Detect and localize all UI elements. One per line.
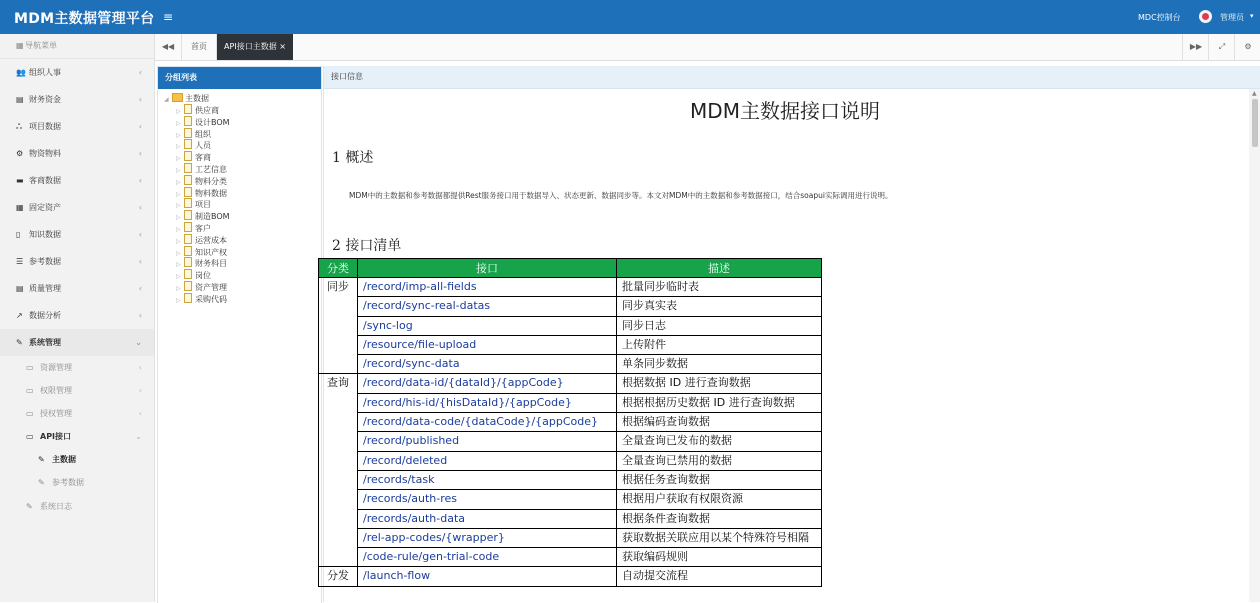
table-row <box>319 355 822 374</box>
caret-right-icon[interactable]: ▷ <box>176 143 181 151</box>
file-icon <box>184 234 192 244</box>
description-cell: 上传附件 <box>617 335 822 354</box>
tree-node-label: 物料数据 <box>195 188 227 198</box>
chevron-down-icon[interactable]: ▾ <box>1250 12 1254 20</box>
tree-node[interactable] <box>164 269 321 281</box>
sidebar-leaf-1[interactable] <box>0 448 154 471</box>
section-heading-api-list: 2 接口清单 <box>332 238 402 254</box>
description-cell: 自动提交流程 <box>617 567 822 586</box>
chevron-left-icon: ‹ <box>138 363 142 372</box>
folder-icon: ▭ <box>26 409 34 418</box>
interface-info-title: 接口信息 <box>324 66 1260 89</box>
sidebar-item-label: 组织人事 <box>29 68 61 77</box>
path-cell: /record/data-id/{dataId}/{appCode} <box>358 374 617 393</box>
wrench-icon: ✎ <box>16 338 23 347</box>
file-icon <box>184 175 192 185</box>
chevron-left-icon: ‹ <box>138 257 142 266</box>
caret-down-icon[interactable]: ◢ <box>164 96 169 103</box>
tree-node-label: 工艺信息 <box>195 164 227 174</box>
tab-prev-icon[interactable]: ◀◀ <box>155 34 182 60</box>
description-cell: 全量查询已禁用的数据 <box>617 451 822 470</box>
scroll-up-icon[interactable]: ▲ <box>1252 90 1257 97</box>
tree-node-label: 组织 <box>195 129 211 139</box>
tree-node[interactable] <box>164 246 321 258</box>
table-row <box>319 509 822 528</box>
tree-node[interactable] <box>164 175 321 187</box>
description-cell: 根据根据历史数据 ID 进行查询数据 <box>617 393 822 412</box>
file-icon <box>184 139 192 149</box>
file-icon <box>184 151 192 161</box>
sidebar-item-8[interactable] <box>0 248 154 275</box>
file-icon <box>184 257 192 267</box>
file-icon <box>184 281 192 291</box>
grid-icon: ▦ <box>16 41 24 50</box>
folder-icon: ▭ <box>26 386 34 395</box>
close-icon[interactable]: × <box>279 42 286 51</box>
chevron-down-icon: ⌄ <box>135 338 142 347</box>
path-cell: /sync-log <box>358 316 617 335</box>
table-header-description: 描述 <box>617 259 822 278</box>
path-cell: /resource/file-upload <box>358 335 617 354</box>
chart-icon: ↗ <box>16 311 23 320</box>
file-icon <box>184 187 192 197</box>
tree-node[interactable] <box>164 281 321 293</box>
caret-right-icon[interactable]: ▷ <box>176 202 181 210</box>
table-row <box>319 451 822 470</box>
caret-right-icon[interactable]: ▷ <box>176 119 181 127</box>
user-menu[interactable]: 管理员 <box>1220 13 1244 22</box>
table-row <box>319 528 822 547</box>
sidebar-item-10[interactable] <box>0 302 154 329</box>
description-cell: 批量同步临时表 <box>617 278 822 297</box>
table-header-category: 分类 <box>319 259 358 278</box>
scrollbar[interactable] <box>1249 89 1260 602</box>
caret-right-icon[interactable]: ▷ <box>176 190 181 198</box>
file-icon <box>184 293 192 303</box>
table-row <box>319 470 822 489</box>
description-cell: 同步日志 <box>617 316 822 335</box>
table-row <box>319 413 822 432</box>
description-cell: 同步真实表 <box>617 297 822 316</box>
top-header <box>0 0 1260 34</box>
sidebar-item-2[interactable] <box>0 86 154 113</box>
sidebar-item-1[interactable] <box>0 59 154 86</box>
tab-api-master-data[interactable] <box>217 34 293 60</box>
caret-right-icon[interactable]: ▷ <box>176 273 181 281</box>
path-cell: /record/his-id/{hisDataId}/{appCode} <box>358 393 617 412</box>
sidebar-item-label: 财务资金 <box>29 95 61 104</box>
tree-node-label: 客商 <box>195 153 211 163</box>
chevron-left-icon: ‹ <box>138 149 142 158</box>
table-row <box>319 374 822 393</box>
sidebar-subitem-label: 资源管理 <box>40 363 72 372</box>
folder-icon <box>172 93 183 102</box>
tree-node[interactable] <box>164 116 321 128</box>
table-row <box>319 316 822 335</box>
caret-right-icon[interactable]: ▷ <box>176 131 181 139</box>
file-icon <box>184 222 192 232</box>
pencil-icon: ✎ <box>38 455 45 464</box>
tree-node-label: 岗位 <box>195 271 211 281</box>
tree-node[interactable] <box>164 139 321 151</box>
sidebar-subitem-label: 授权管理 <box>40 409 72 418</box>
chevron-left-icon: ‹ <box>138 95 142 104</box>
file-icon <box>184 116 192 126</box>
file-icon <box>184 210 192 220</box>
caret-right-icon[interactable]: ▷ <box>176 225 181 233</box>
gear-icon[interactable]: ⚙ <box>1234 34 1260 60</box>
chevron-left-icon: ‹ <box>138 386 142 395</box>
sidebar-subitem-label: 权限管理 <box>40 386 72 395</box>
sidebar-item-7[interactable] <box>0 221 154 248</box>
tree-node[interactable] <box>164 198 321 210</box>
chevron-left-icon: ‹ <box>138 230 142 239</box>
sidebar-item-label: 项目数据 <box>29 122 61 131</box>
sidebar-item-3[interactable] <box>0 113 154 140</box>
description-cell: 根据编码查询数据 <box>617 413 822 432</box>
app-title: MDM主数据管理平台 <box>14 11 155 27</box>
category-cell: 查询 <box>319 374 358 567</box>
file-icon <box>184 269 192 279</box>
sidebar-subitem-4[interactable] <box>0 425 154 448</box>
path-cell: /record/imp-all-fields <box>358 278 617 297</box>
chevron-down-icon: ⌄ <box>135 432 142 441</box>
tree-root[interactable]: ◢ 主数据 <box>164 94 209 103</box>
table-row <box>319 278 822 297</box>
sidebar-item-label: 固定资产 <box>29 203 61 212</box>
path-cell: /record/deleted <box>358 451 617 470</box>
table-row <box>319 335 822 354</box>
tree-node[interactable] <box>164 210 321 222</box>
tree-node-label: 项目 <box>195 200 211 210</box>
api-table <box>318 258 822 587</box>
folder-icon: ▭ <box>26 363 34 372</box>
path-cell: /records/task <box>358 470 617 489</box>
sidebar-item-label: 数据分析 <box>29 311 61 320</box>
sidebar-item-11[interactable] <box>0 329 154 356</box>
chevron-left-icon: ‹ <box>138 284 142 293</box>
tree-node[interactable] <box>164 163 321 175</box>
chevron-left-icon: ‹ <box>138 176 142 185</box>
tab-home[interactable]: 首页 <box>182 34 217 60</box>
table-row <box>319 393 822 412</box>
menu-toggle-icon[interactable]: ≡ <box>163 10 174 24</box>
sidebar-subitem-label: API接口 <box>40 432 72 441</box>
tree-node-label: 客户 <box>195 223 211 233</box>
sidebar-item-label: 物资物料 <box>29 149 61 158</box>
tree-node[interactable] <box>164 128 321 140</box>
file-icon <box>184 104 192 114</box>
sidebar-item-label: 知识数据 <box>29 230 61 239</box>
tree-node-label: 采购代码 <box>195 294 227 304</box>
path-cell: /record/data-code/{dataCode}/{appCode} <box>358 413 617 432</box>
document-title: MDM主数据接口说明 <box>690 99 880 123</box>
sidebar-item-4[interactable] <box>0 140 154 167</box>
description-cell: 全量查询已发布的数据 <box>617 432 822 451</box>
sidebar-item-9[interactable] <box>0 275 154 302</box>
tree-node-label: 财务科目 <box>195 259 227 269</box>
scrollbar-thumb[interactable] <box>1252 99 1258 147</box>
path-cell: /record/published <box>358 432 617 451</box>
tree-node-label: 知识产权 <box>195 247 227 257</box>
sidebar-leaf-label: 参考数据 <box>52 478 84 487</box>
tree-node-label: 供应商 <box>195 106 219 115</box>
tree-node-label: 设计BOM <box>195 117 230 127</box>
sidebar-item-label: 质量管理 <box>29 284 61 293</box>
caret-right-icon[interactable]: ▷ <box>176 108 181 115</box>
card-icon: ▤ <box>16 95 24 104</box>
file-icon <box>184 128 192 138</box>
file-icon <box>184 246 192 256</box>
caret-right-icon[interactable]: ▷ <box>176 214 181 222</box>
description-cell: 获取数据关联应用以某个特殊符号相隔 <box>617 528 822 547</box>
sidebar <box>0 34 155 602</box>
overview-paragraph: MDM中的主数据和参考数据都提供Rest服务接口用于数据导入、状态更新、数据同步等。本文对MDM中的主数据和参考数据接口，结合soapui实际调用进行说明。 <box>349 191 893 200</box>
group-list-title: 分组列表 <box>158 67 321 89</box>
description-cell: 单条同步数据 <box>617 355 822 374</box>
file-icon <box>184 198 192 208</box>
tree-node-label: 人员 <box>195 141 211 151</box>
sidebar-subitem-1[interactable] <box>0 356 154 379</box>
sidebar-item-label: 客商数据 <box>29 176 61 185</box>
caret-right-icon[interactable]: ▷ <box>176 261 181 269</box>
sidebar-item-system-log[interactable] <box>0 494 154 520</box>
sidebar-subitem-2[interactable] <box>0 379 154 402</box>
path-cell: /rel-app-codes/{wrapper} <box>358 528 617 547</box>
fullscreen-icon[interactable]: ⤢ <box>1208 34 1235 60</box>
chevron-left-icon: ‹ <box>138 203 142 212</box>
tree-node-label: 运营成本 <box>195 235 227 245</box>
chevron-left-icon: ‹ <box>138 409 142 418</box>
group-tree <box>158 89 321 305</box>
section-heading-overview: 1 概述 <box>332 150 374 166</box>
description-cell: 根据用户获取有权限资源 <box>617 490 822 509</box>
description-cell: 根据任务查询数据 <box>617 470 822 489</box>
file-icon: ▯ <box>16 230 21 239</box>
tab-next-icon[interactable]: ▶▶ <box>1182 34 1209 60</box>
tree-node-label: 物料分类 <box>195 176 227 186</box>
sidebar-item-label: 系统日志 <box>40 502 72 511</box>
caret-right-icon[interactable]: ▷ <box>176 178 181 186</box>
tree-node[interactable] <box>164 104 321 116</box>
folder-icon: ▭ <box>26 432 34 441</box>
avatar[interactable] <box>1199 10 1212 23</box>
list-icon: ☰ <box>16 257 24 266</box>
drive-icon: ▬ <box>16 176 24 185</box>
tree-node[interactable] <box>164 222 321 234</box>
path-cell: /code-rule/gen-trial-code <box>358 548 617 567</box>
path-cell: /records/auth-data <box>358 509 617 528</box>
description-cell: 根据条件查询数据 <box>617 509 822 528</box>
category-cell: 同步 <box>319 278 358 374</box>
sitemap-icon: ஃ <box>16 122 23 131</box>
tree-node-label: 资产管理 <box>195 282 227 292</box>
caret-right-icon[interactable]: ▷ <box>176 155 181 163</box>
cubes-icon: ⚙ <box>16 149 24 158</box>
caret-right-icon[interactable]: ▷ <box>176 249 181 257</box>
category-cell: 分发 <box>319 567 358 586</box>
sidebar-subitem-3[interactable] <box>0 402 154 425</box>
sidebar-title: ▦导航菜单 <box>0 34 154 59</box>
tree-node-label: 制造BOM <box>195 212 230 222</box>
tab-api-label: API接口主数据 <box>224 42 277 51</box>
tree-node[interactable] <box>164 234 321 246</box>
caret-right-icon[interactable]: ▷ <box>176 296 181 304</box>
pencil-icon: ✎ <box>38 478 45 487</box>
chevron-left-icon: ‹ <box>138 68 142 77</box>
tree-node[interactable] <box>164 187 321 199</box>
sidebar-item-6[interactable] <box>0 194 154 221</box>
table-row <box>319 567 822 586</box>
table-icon: ▤ <box>16 284 24 293</box>
table-header-path: 接口 <box>358 259 617 278</box>
path-cell: /records/auth-res <box>358 490 617 509</box>
group-list-panel <box>157 66 322 603</box>
chevron-left-icon: ‹ <box>138 122 142 131</box>
tab-bar <box>155 34 1260 61</box>
table-row <box>319 432 822 451</box>
sidebar-leaf-2[interactable] <box>0 471 154 494</box>
caret-right-icon[interactable]: ▷ <box>176 237 181 245</box>
console-link[interactable]: MDC控制台 <box>1138 13 1181 22</box>
path-cell: /launch-flow <box>358 567 617 586</box>
sidebar-item-label: 参考数据 <box>29 257 61 266</box>
server-icon: ▦ <box>16 203 24 212</box>
tree-node[interactable] <box>164 293 321 305</box>
path-cell: /record/sync-data <box>358 355 617 374</box>
sidebar-leaf-label: 主数据 <box>52 455 76 464</box>
users-icon: 👥 <box>16 68 26 77</box>
sidebar-item-5[interactable] <box>0 167 154 194</box>
tree-node[interactable] <box>164 257 321 269</box>
description-cell: 根据数据 ID 进行查询数据 <box>617 374 822 393</box>
pencil-icon: ✎ <box>26 502 33 511</box>
table-row <box>319 490 822 509</box>
caret-right-icon[interactable]: ▷ <box>176 284 181 292</box>
tree-node[interactable] <box>164 151 321 163</box>
sidebar-item-label: 系统管理 <box>29 338 61 347</box>
caret-right-icon[interactable]: ▷ <box>176 166 181 174</box>
file-icon <box>184 163 192 173</box>
table-row <box>319 548 822 567</box>
description-cell: 获取编码规则 <box>617 548 822 567</box>
path-cell: /record/sync-real-datas <box>358 297 617 316</box>
sidebar-menu <box>0 59 154 520</box>
table-row <box>319 297 822 316</box>
chevron-left-icon: ‹ <box>138 311 142 320</box>
